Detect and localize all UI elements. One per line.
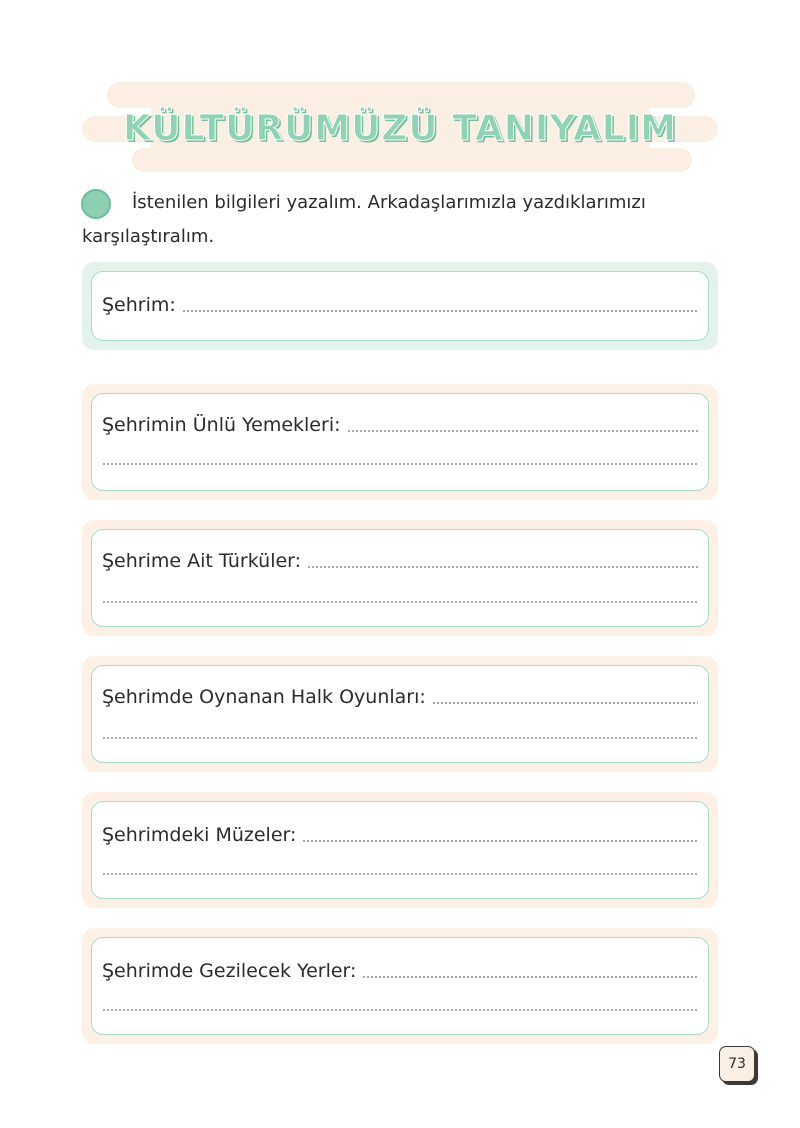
field-card-city bbox=[82, 262, 718, 350]
field-label: Şehrimde Oynanan Halk Oyunları: bbox=[102, 686, 426, 708]
instruction-text: İstenilen bilgileri yazalım. Arkadaşlarımızla yazdıklarımızı karşılaştıralım. bbox=[82, 192, 646, 247]
field-card-folk-dances bbox=[82, 656, 718, 772]
answer-line[interactable] bbox=[102, 294, 698, 316]
answer-line[interactable] bbox=[102, 414, 698, 436]
dotted-line[interactable] bbox=[102, 873, 698, 875]
title-banner bbox=[0, 0, 800, 200]
dotted-line bbox=[432, 702, 698, 704]
dotted-line bbox=[307, 566, 698, 568]
dotted-line[interactable] bbox=[102, 463, 698, 465]
answer-line[interactable] bbox=[102, 686, 698, 708]
dotted-line[interactable] bbox=[102, 737, 698, 739]
field-label: Şehrime Ait Türküler: bbox=[102, 550, 302, 572]
answer-line[interactable] bbox=[102, 550, 698, 572]
field-card-inner bbox=[91, 801, 709, 899]
answer-line[interactable] bbox=[102, 960, 698, 982]
dotted-line bbox=[347, 430, 699, 432]
field-label: Şehrimde Gezilecek Yerler: bbox=[102, 960, 357, 982]
dotted-line bbox=[362, 976, 698, 978]
page-title: KÜLTÜRÜMÜZÜ TANIYALIM bbox=[123, 108, 677, 149]
field-label: Şehrimdeki Müzeler: bbox=[102, 824, 297, 846]
field-card-dishes bbox=[82, 384, 718, 500]
field-label: Şehrim: bbox=[102, 294, 176, 316]
field-card-museums bbox=[82, 792, 718, 908]
field-card-inner bbox=[91, 271, 709, 341]
dotted-line bbox=[182, 310, 698, 312]
field-card-places bbox=[82, 928, 718, 1044]
field-card-inner bbox=[91, 393, 709, 491]
field-card-inner bbox=[91, 937, 709, 1035]
field-label: Şehrimin Ünlü Yemekleri: bbox=[102, 414, 341, 436]
answer-line[interactable] bbox=[102, 824, 698, 846]
page-number: 73 bbox=[719, 1046, 755, 1082]
field-card-folk-songs bbox=[82, 520, 718, 636]
field-card-inner bbox=[91, 529, 709, 627]
dotted-line[interactable] bbox=[102, 601, 698, 603]
field-card-inner bbox=[91, 665, 709, 763]
dotted-line bbox=[302, 840, 698, 842]
dotted-line[interactable] bbox=[102, 1009, 698, 1011]
